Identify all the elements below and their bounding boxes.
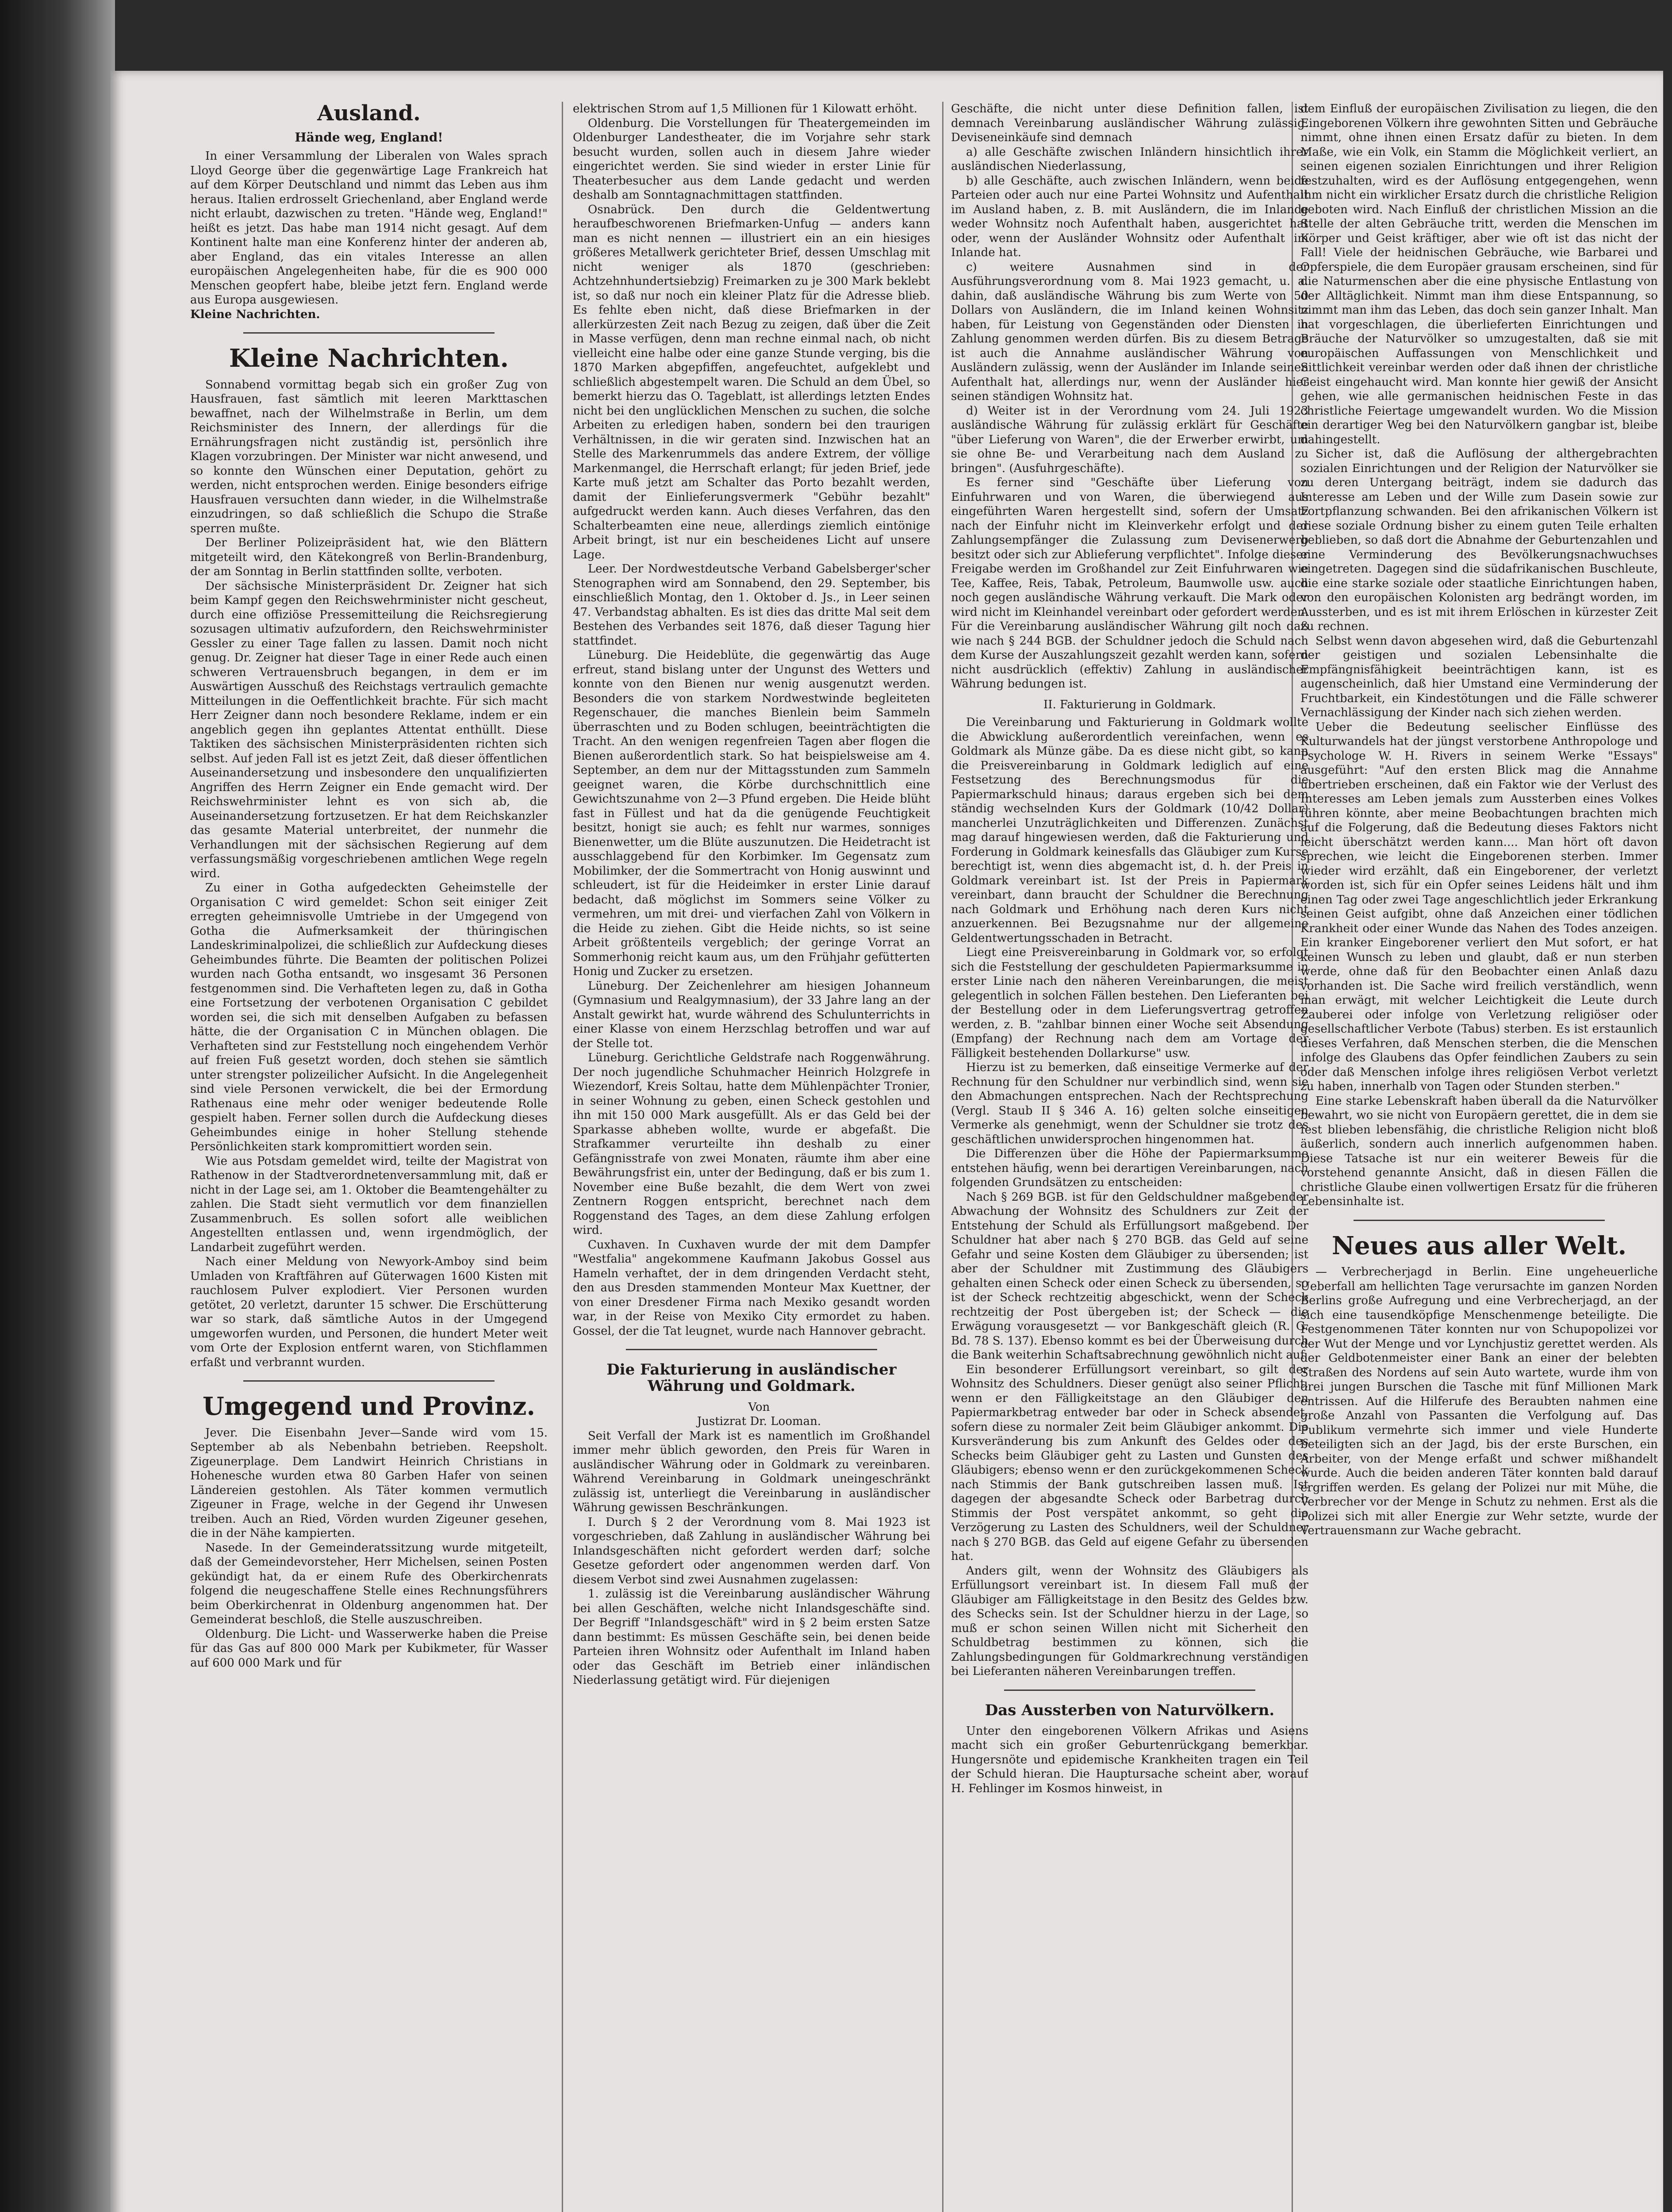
section-title-umgegend: Umgegend und Provinz. [203, 1392, 535, 1421]
article-paragraph: Geschäfte, die nicht unter diese Definition fallen, ist demnach Vereinbarung ausländischer Währung zulässig. Deviseneinkäufe sind demnach [951, 102, 1308, 144]
article-paragraph: Lüneburg. Der Zeichenlehrer am hiesigen Johanneum (Gymnasium und Realgymnasium), der 33 Jahre lang an der Anstalt gewirkt hat, wurde während des Schulunterrichts in einer Klasse von einem Herzschlag betroffen und war auf der Stelle tot. [573, 979, 930, 1050]
article-paragraph: Lüneburg. Gerichtliche Geldstrafe nach Roggenwährung. Der noch jugendliche Schuhmacher Heinrich Holzgrefe in Wiezendorf, Kreis Soltau, hatte dem Mühlenpächter Tronier, in seiner Wohnung zu geben, einen Scheck gestohlen und ihn mit 150 000 Mark ausgefüllt. Als er das Geld bei der Sparkasse abheben wollte, wurde er abgefaßt. Die Strafkammer verurteilte ihn deshalb zu einer Gefängnisstrafe von zwei Monaten, räumte ihm aber eine Bewährungsfrist ein, unter der Bedingung, daß er bis zum 1. November eine Buße bezahlt, die dem Wert von zwei Zentnern Roggen entspricht, berechnet nach dem Roggenstand des Tages, an dem diese Zahlung erfolgen wird. [573, 1051, 930, 1237]
article-paragraph: Jever. Die Eisenbahn Jever—Sande wird vom 15. September ab als Nebenbahn betrieben. Reepsholt. Zigeunerplage. Dem Landwirt Heinrich Christians in Hohenesche wurden etwa 80 Garben Hafer von seinen Ländereien gestohlen. Als Täter kommen vermutlich Zigeuner in Frage, welche in der Gegend ihr Unwesen treiben. Auch an Ried, Vörden wurden Zigeuner gesehen, die in der Nähe kampierten. [190, 1426, 548, 1540]
article-paragraph: Seit Verfall der Mark ist es namentlich im Großhandel immer mehr üblich geworden, den Preis für Waren in ausländischer Währung oder in Goldmark zu vereinbaren. Während Vereinbarung in Goldmark uneingeschränkt zulässig ist, unterliegt die Vereinbarung in ausländischer Währung gewissen Beschränkungen. [573, 1429, 930, 1515]
article-paragraph: 1. zulässig ist die Vereinbarung ausländischer Währung bei allen Geschäften, welche nicht Inlandsgeschäfte sind. Der Begriff "Inlandsgeschäft" wird in § 2 beim ersten Satze dann bestimmt: Es müssen Geschäfte sein, bei denen beide Parteien ihren Wohnsitz oder Aufenthalt im Inland haben oder das Geschäft im Betrieb einer inländischen Niederlassung getätigt wird. Für diejenigen [573, 1587, 930, 1687]
article-paragraph: c) weitere Ausnahmen sind in der Ausführungsverordnung vom 8. Mai 1923 gemacht, u. a. dahin, daß ausländische Währung bis zum Werte von 50 Dollars von Ausländern, die im Inland keinen Wohnsitz haben, für Leistung von Gegenständen oder Diensten in Zahlung genommen werden dürfen. Bis zu diesem Betrage ist auch die Annahme ausländischer Währung von Ausländern zulässig, wenn der Ausländer im Inlande seinen Aufenthalt hat, allerdings nur, wenn der Ausländer hier seinen ständigen Wohnsitz hat. [951, 260, 1308, 403]
article-paragraph: — Verbrecherjagd in Berlin. Eine ungeheuerliche Ueberfall am hellichten Tage verursachte im ganzen Norden Berlins große Aufregung und eine Verbrecherjagd, an der sich eine tausendköpfige Menschenmenge beteiligte. Die Festgenommenen Täter konnten nur von Schupopolizei vor der Wut der Menge und vor Lynchjustiz gerettet werden. Als der Geldbotenmeister einer Bank an einer der belebten Straßen des Nordens auf sein Auto wartete, wurde ihm von drei jungen Burschen die Tasche mit fünf Millionen Mark entrissen. Auf die Hilferufe des Beraubten nahmen eine große Anzahl von Passanten die Verfolgung auf. Das Publikum vermehrte sich immer und viele Hunderte beteiligten sich an der Jagd, bis der erste Burschen, ein Arbeiter, von der Menge erfaßt und schwer mißhandelt wurde. Auch die beiden anderen Täter konnten bald darauf ergriffen werden. Es gelang der Polizei nur mit Mühe, die Verbrecher vor der Menge in Schutz zu nehmen. Erst als die Polizei sich mit aller Energie zur Wehr setzte, wurde der Vertrauensmann zur Wache gebracht. [1300, 1265, 1658, 1538]
article-paragraph: Oldenburg. Die Licht- und Wasserwerke haben die Preise für das Gas auf 800 000 Mark per Kubikmeter, für Wasser auf 600 000 Mark und für [190, 1627, 548, 1670]
section-title-ausland: Ausland. [317, 102, 421, 126]
section-divider [243, 1380, 495, 1382]
article-paragraph: Ueber die Bedeutung seelischer Einflüsse des Kulturwandels hat der jüngst verstorbene Anthropologe und Psychologe W. H. Rivers in seinem Werke "Essays" ausgeführt: "Auf den ersten Blick mag die Annahme übertrieben erscheinen, daß ein Faktor wie der Verlust des Interesses am Leben jemals zum Aussterben eines Volkes führen könnte, aber meine Beobachtungen brachten mich auf die Folgerung, daß die Bedeutung dieses Faktors nicht leicht überschätzt werden kann.... Man hört oft davon sprechen, wie leicht die Eingeborenen sterben. Immer wieder wird erzählt, daß ein Eingeborener, der verletzt worden ist, sich für ein Opfer seines Leidens hält und ihm einen Tag oder zwei Tage angeschlichtlich jeder Erkrankung seinen Geist aufgibt, ohne daß Anzeichen einer tödlichen Krankheit oder einer Wunde das Nahen des Todes anzeigen. Ein kranker Eingeborener verliert den Mut sofort, er hat keinen Wunsch zu leben und glaubt, daß er nun sterben werde, ohne daß für den Beobachter einen Anlaß dazu vorhanden ist. Die Sache wird freilich verständlich, wenn man erwägt, mit welcher Leichtigkeit die Leute durch Zauberei oder infolge von Verletzung religiöser oder gesellschaftlicher Verbote (Tabus) sterben. Es ist erstaunlich dieses Verfahren, daß Menschen sterben, die die Menschen infolge des Glaubens das Opfer feindlichen Zaubers zu sein oder daß Menschen infolge ihres religiösen Verbot verletzt zu haben, innerhalb von Tagen oder Stunden sterben." [1300, 720, 1658, 1093]
column-1 [190, 102, 548, 2212]
byline-author: Justizrat Dr. Looman. [697, 1415, 821, 1429]
article-paragraph: Osnabrück. Den durch die Geldentwertung heraufbeschworenen Briefmarken-Unfug — anders kann man es nicht nennen — illustriert ein an ein hiesiges größeres Metallwerk gerichteter Brief, dessen Umschlag mit nicht weniger als 1870 (geschrieben: Achtzehnhundertsiebzig) Freimarken zu je 300 Mark beklebt ist, so daß nur noch ein kleiner Platz für die Adresse blieb. Es fehlte eben nicht, daß diese Briefmarken in der allerkürzesten Zeit nach Bezug zu zeigen, daß über die Zeit in Masse verfügen, denn man rechne einmal nach, ob nicht vielleicht eine halbe oder eine ganze Stunde verging, bis die 1870 Marken abgepfiffen, angefeuchtet, aufgeklebt und schließlich abgestempelt waren. Die Schuld an dem Übel, so bemerkt hierzu das O. Tageblatt, ist allerdings letzten Endes nicht bei den unglücklichen Menschen zu suchen, die solche Arbeiten zu erledigen haben, sondern bei den traurigen Verhältnissen, in die wir geraten sind. Inzwischen hat an Stelle des Markenrummels das andere Extrem, der völlige Markenmangel, die Herrschaft erlangt; für jeden Brief, jede Karte muß jetzt am Schalter das Porto bezahlt werden, damit der Einlieferungsvermerk "Gebühr bezahlt" aufgedruckt werden kann. Auch dieses Verfahren, das den Schalterbeamten eine neue, allerdings ziemlich eintönige Arbeit bringt, ist nur ein bescheidenes Licht auf unsere Lage. [573, 203, 930, 561]
article-title-naturvoelker: Das Aussterben von Naturvölkern. [985, 1701, 1275, 1719]
article-paragraph: Eine starke Lebenskraft haben überall da die Naturvölker bewahrt, wo sie nicht von Europäern gerettet, die in dem sie fest blieben lebensfähig, die christliche Religion nicht bloß äußerlich, sondern auch innerlich aufgenommen haben. Diese Tatsache ist nur ein weiterer Beweis für die vorstehend genannte Ansicht, daß in diesen Fällen die christliche Glaube einen vollwertigen Ersatz für die früheren Lebensinhalte ist. [1300, 1094, 1658, 1208]
article-title-fakturierung: Die Fakturierung in ausländischer Währung und Goldmark. [606, 1361, 897, 1395]
article-paragraph: Cuxhaven. In Cuxhaven wurde der mit dem Dampfer "Westfalia" angekommene Kaufmann Jakobus Gossel aus Hameln verhaftet, der in dem dringenden Verdacht steht, den aus Dresden stammenden Monteur Max Kuettner, der von einer Dresdener Firma nach Mexiko gesandt worden war, in der Reise von Mexiko City ermordet zu haben. Gossel, der die Tat leugnet, wurde nach Hannover gebracht. [573, 1238, 930, 1338]
article-paragraph: elektrischen Strom auf 1,5 Millionen für 1 Kilowatt erhöht. [573, 102, 917, 115]
article-paragraph: a) alle Geschäfte zwischen Inländern hinsichtlich ihrer ausländischen Niederlassung, [951, 145, 1308, 173]
section-divider [1354, 1220, 1605, 1221]
article-paragraph: Zu einer in Gotha aufgedeckten Geheimstelle der Organisation C wird gemeldet: Schon seit einiger Zeit erregten geheimnisvolle Umtriebe in der Umgegend von Gotha die Aufmerksamkeit der thüringischen Landeskriminalpolizei, die schließlich zur Aufdeckung dieses Geheimbundes führte. Die Beamten der politischen Polizei wurden nach Gotha entsandt, wo insgesamt 36 Personen festgenommen sind. Die Verhafteten legen zu, daß in Gotha eine Fortsetzung der verbotenen Organisation C gebildet worden sei, die sich mit denselben Aufgaben zu befassen hätte, die der Organisation C in München oblagen. Die Verhafteten sind zur Feststellung noch eingehendem Verhör auf freien Fuß gesetzt worden, doch stehen sie sämtlich unter strengster polizeilicher Aufsicht. In die Angelegenheit sind viele Personen verwickelt, die bei der Ermordung Rathenaus eine mehr oder weniger bedeutende Rolle gespielt haben. Ferner sollen durch die Aufdeckung dieses Geheimbundes einige in hoher Stellung stehende Persönlichkeiten stark kompromittiert worden sein. [190, 881, 548, 1154]
article-paragraph: d) Weiter ist in der Verordnung vom 24. Juli 1923 ausländische Währung für zulässig erklärt für Geschäfte "über Lieferung von Waren", die der Erwerber erwirbt, um sie ohne Be- und Verarbeitung nach dem Ausland zu bringen". (Ausfuhrgeschäfte). [951, 404, 1308, 475]
section-divider [626, 1349, 877, 1350]
article-paragraph: Selbst wenn davon abgesehen wird, daß die Geburtenzahl der geistigen und sozialen Lebensinhalte die Empfängnisfähigkeit beeinträchtigen kann, ist es augenscheinlich, daß hier Umstand eine Verminderung der Fruchtbarkeit, ein Kindestötungen und die Fälle schwerer Vernachlässigung der Kinder nach sich ziehen werden. [1300, 634, 1658, 719]
column-rule [942, 102, 943, 2212]
article-paragraph: Nach einer Meldung von Newyork-Amboy sind beim Umladen von Kraftfähren auf Güterwagen 1600 Kisten mit rauchlosem Pulver explodiert. Vier Personen wurden getötet, 20 verletzt, darunter 15 schwer. Die Erschütterung war so stark, daß sämtliche Autos in der Umgegend umgeworfen wurden, und Personen, die hundert Meter weit vom Orte der Explosion entfernt waren, von Stichflammen erfaßt und verbrannt wurden. [190, 1255, 548, 1369]
article-paragraph: Nach § 269 BGB. ist für den Geldschuldner maßgebender Abwachung der Wohnsitz des Schuldners zur Zeit der Entstehung der Schuld als Erfüllungsort maßgebend. Der Schuldner hat aber nach § 270 BGB. das Geld auf seine Gefahr und seine Kosten dem Gläubiger zu übersenden; ist aber der Schuldner mit Zustimmung des Gläubigers gehalten einen Scheck oder einen Scheck zu übersenden, so ist der Scheck rechtzeitig abgeschickt, wenn der Scheck rechtzeitig der Post übergeben ist; der Scheck — die Erwägung vorausgesetzt — vor Bankgeschäft gleich (R. G. Bd. 78 S. 137). Ebenso kommt es bei der Überweisung durch die Bank weiterhin Schaftsabrechnung gewöhnlich nicht auf. [951, 1190, 1308, 1362]
section-title-kleine-nachrichten: Kleine Nachrichten. [229, 344, 509, 373]
article-paragraph: In einer Versammlung der Liberalen von Wales sprach Lloyd George über die gegenwärtige Lage Frankreich hat auf dem Körper Deutschland und nimmt das Leben aus ihm heraus. Italien erdrosselt Griechenland, aber England werde nicht erlaubt, dazwischen zu treten. "Hände weg, England!" heißt es jetzt. Das habe man 1914 nicht gesagt. Auf dem Kontinent halte man eine Konferenz hinter der anderen ab, aber England, das ein vitales Interesse an allen europäischen Angelegenheiten habe, für die es 900 000 Menschen geopfert habe, bleibe jetzt fern. England werde aus Europa ausgewiesen. [190, 150, 548, 307]
article-paragraph: Sonnabend vormittag begab sich ein großer Zug von Hausfrauen, fast sämtlich mit leeren Markttaschen bewaffnet, nach der Wilhelmstraße in Berlin, um dem Reichsminister des Innern, der allerdings für die Ernährungsfragen nicht zuständig ist, persönlich ihre Klagen vorzubringen. Der Minister war nicht anwesend, und so konnte den Wünschen einer Deputation, gehört zu werden, nicht entsprochen werden. Einige besonders eifrige Hausfrauen versuchten dann wieder, in die Wilhelmstraße einzudringen, so daß schließlich die Schupo die Straße sperren mußte. [190, 378, 548, 535]
column-4 [1300, 102, 1658, 2212]
article-paragraph: Der Berliner Polizeipräsident hat, wie den Blättern mitgeteilt wird, den Kätekongreß von Berlin-Brandenburg, der am Sonntag in Berlin stattfinden sollte, verboten. [190, 536, 548, 579]
article-paragraph: Es ferner sind "Geschäfte über Lieferung von Einfuhrwaren und von Waren, die überwiegend aus eingeführten Waren hergestellt sind, sofern der Umsatz nach der Einfuhr nicht im Kleinverkehr erfolgt und der Zahlungsempfänger die Zulassung zum Devisenerwerb besitzt oder sich zur Ablieferung verpflichtet". Infolge dieser Freigabe werden im Großhandel zur Zeit Einfuhrwaren wie Tee, Kaffee, Reis, Tabak, Petroleum, Baumwolle usw. auch noch gegen ausländische Währung verkauft. Die Mark oder wird nicht im Kleinhandel vereinbart oder gefordert werden. Für die Vereinbarung ausländischer Währung gilt noch daß wie nach § 244 BGB. der Schuldner jedoch die Schuld nach dem Kurse der Auszahlungszeit gezahlt werden kann, sofern nicht ausdrücklich (effektiv) Zahlung in ausländischer Währung bedungen ist. [951, 476, 1308, 691]
article-paragraph: Die Differenzen über die Höhe der Papiermarksumme entstehen häufig, wenn bei derartigen Vereinbarungen, nach folgenden Grundsätzen zu entscheiden: [951, 1147, 1308, 1189]
column-3 [951, 102, 1308, 2212]
article-paragraph: b) alle Geschäfte, auch zwischen Inländern, wenn beide Parteien oder auch nur eine Partei Wohnsitz und Aufenthalt im Ausland haben, z. B. mit Ausländern, die im Inlande weder Wohnsitz noch Aufenthalt haben, ausgerichtet hat oder, wenn der Ausländer Wohnsitz oder Aufenthalt im Inlande hat. [951, 174, 1308, 259]
article-paragraph: Der sächsische Ministerpräsident Dr. Zeigner hat sich beim Kampf gegen den Reichswehrminister nicht gescheut, durch eine offiziöse Pressemitteilung die Reichsregierung sozusagen ultimativ aufzufordern, den Reichswehrminister Gessler zu einer Tage fallen zu lassen. Damit noch nicht genug. Dr. Zeigner hat dieser Tage in einer Rede auch einen schweren Vertrauensbruch begangen, in dem er im Auswärtigen Ausschuß des Reichstags vertraulich gemachte Mitteilungen in die Oeffentlichkeit brachte. Für sich macht Herr Zeigner dann noch besondere Reklame, indem er ein angeblich gegen ihn geplantes Attentat enthüllt. Diese Taktiken des sächsischen Ministerpräsidenten richten sich selbst. Auf jeden Fall ist es jetzt Zeit, daß dieser öffentlichen Auseinandersetzung und insbesondere den unqualifizierten Angriffen des Herrn Zeigner ein Ende gemacht wird. Der Reichswehrminister lehnt es von sich ab, die Auseinandersetzung fortzusetzen. Er hat dem Reichskanzler das gesamte Material unterbreitet, der nunmehr die Verhandlungen mit der sächsischen Regierung auf dem verfassungsmäßig vorgeschriebenen amtlichen Wege regeln wird. [190, 579, 548, 880]
article-paragraph: Nasede. In der Gemeinderatssitzung wurde mitgeteilt, daß der Gemeindevorsteher, Herr Michelsen, seinen Posten gekündigt hat, da er einem Rufe des Oberkirchenrats folgend die neugeschaffene Stelle eines Rechnungsführers beim Oberkirchenrat in Oldenburg angenommen hat. Der Gemeinderat beschloß, die Stelle auszuschreiben. [190, 1541, 548, 1627]
column-rule [562, 102, 563, 2212]
section-divider [243, 332, 495, 334]
article-paragraph: Liegt eine Preisvereinbarung in Goldmark vor, so erfolgt sich die Feststellung der geschuldeten Papiermarksumme in erster Linie nach den näheren Vereinbarungen, die meist gelegentlich in solchen Fällen bestehen. Den Lieferanten bei der Bestellung oder in dem Lieferungsvertrag getroffen werden, z. B. "zahlbar binnen einer Woche seit Absendung (Empfang) der Rechnung nach dem am Vortage der Fälligkeit bestehenden Dollarkurse" usw. [951, 946, 1308, 1060]
article-paragraph: Die Vereinbarung und Fakturierung in Goldmark wollte die Abwicklung außerordentlich vereinfachen, wenn es Goldmark als Münze gäbe. Da es diese nicht gibt, so kann die Preisvereinbarung in Goldmark lediglich auf eine Festsetzung des Berechnungsmodus für die Papiermarkschuld hinaus; daraus ergeben sich bei dem ständig wechselnden Kurs der Goldmark (10/42 Dollar) mancherlei Unzuträglichkeiten und Differenzen. Zunächst mag darauf hingewiesen werden, daß die Fakturierung und Forderung in Goldmark keinesfalls das Gläubiger zum Kurse berechtigt ist, wenn dies abgemacht ist, d. h. der Preis in Goldmark vereinbart ist. Ist der Preis in Papiermark vereinbart, dann braucht der Schuldner die Berechnung nach Goldmark und Erhöhung nach deren Kurs nicht anzuerkennen. Bei Bezugsnahme nur der allgemeine Geldentwertungsschaden in Betracht. [951, 716, 1308, 945]
article-paragraph: Lüneburg. Die Heideblüte, die gegenwärtig das Auge erfreut, stand bislang unter der Ungunst des Wetters und konnte von den Bienen nur wenig ausgenutzt werden. Besonders die von starkem Nordwestwinde begleiteten Regenschauer, die manches Bienlein beim Sammeln überraschten und zu Boden schlugen, beeinträchtigten die Tracht. An den wenigen regenfreien Tagen aber flogen die Bienen außerordentlich stark. So hat beispielsweise am 4. September, an dem nur der Mittagsstunden zum Sammeln geeignet waren, die Körbe durchschnittlich eine Gewichtszunahme von 2—3 Pfund ergeben. Die Heide blüht fast in Füllest und hat da die genügende Feuchtigkeit besitzt, honigt sie auch; es fehlt nur warmes, sonniges Bienenwetter, um die Blüte auszunutzen. Die Heidetracht ist ausschlaggebend für den Korbimker. Im Gegensatz zum Mobilimker, der die Sommertracht von Honig auswinnt und schleudert, ist für die Heideimker in erster Linie darauf bedacht, daß möglichst im Sommers seine Völker zu vermehren, um mit drei- und vierfachen Zahl von Völkern in die Heide zu ziehen. Gibt die Heide nichts, so ist seine Arbeit größtenteils vergeblich; der geringe Vorrat an Sommerhonig reicht kaum aus, um den Frühjahr gefütterten Honig und Zucker zu ersetzen. [573, 649, 930, 978]
article-paragraph: Ein besonderer Erfüllungsort vereinbart, so gilt der Wohnsitz des Schuldners. Dieser genügt also seiner Pflicht, wenn er den Fälligkeitstage an den Gläubiger den Papiermarkbetrag entweder bar oder in Scheck absendet, sofern diese zu normaler Zeit beim Gläubiger ankommt. Die Kursveränderung bis zum Ankunft des Geldes oder des Schecks beim Gläubiger geht zu Lasten und Gunsten des Gläubigers; ebenso wenn er den zurückgekommenen Scheck nach Stimmis der Bank gutschreiben lassen muß. Ist dagegen der abgesandte Scheck oder Barbetrag durch Stimmis der Post verspätet ankommt, so geht die Verzögerung zu Lasten des Schuldners, weil der Schuldner nach § 270 BGB. das Geld auf eigene Gefahr zu übersenden hat. [951, 1363, 1308, 1563]
byline-von: Von [748, 1400, 770, 1414]
article-paragraph: I. Durch § 2 der Verordnung vom 8. Mai 1923 ist vorgeschrieben, daß Zahlung in ausländischer Währung bei Inlandsgeschäften nicht gefordert werden darf; solche Gesetze gefordert oder angenommen werden darf. Von diesem Verbot sind zwei Ausnahmen zugelassen: [573, 1515, 930, 1586]
article-paragraph: Oldenburg. Die Vorstellungen für Theatergemeinden im Oldenburger Landestheater, die im Vorjahre sehr stark besucht wurden, sollen auch in diesem Jahre wieder eingerichtet werden. Sie sind wieder in erster Linie für Theaterbesucher aus dem Lande gedacht und werden deshalb am Sonntagnachmittagen stattfinden. [573, 116, 930, 202]
article-subtitle: Hände weg, England! [295, 130, 443, 145]
article-paragraph: Hierzu ist zu bemerken, daß einseitige Vermerke auf der Rechnung für den Schuldner nur verbindlich sind, wenn sie den Abmachungen entsprechen. Nach der Rechtsprechung (Vergl. Staub II § 346 A. 16) gelten solche einseitigen Vermerke als genehmigt, wenn der Schuldner sie trotz des geschäftlichen unwidersprochen hingenommen hat. [951, 1061, 1308, 1146]
article-paragraph: Sicher ist, daß die Auflösung der althergebrachten sozialen Einrichtungen und der Religion der Naturvölker sie zu deren Untergang beiträgt, indem sie dadurch das Interesse am Leben und der Wille zum Dasein sowie zur Fortpflanzung schwanden. Bei den afrikanischen Völkern ist diese soziale Ordnung bisher zu einem guten Teile erhalten geblieben, so daß dort die Abnahme der Geburtenzahlen und eine Verminderung des Bevölkerungsnachwuchses eingetreten. Dagegen sind die südafrikanischen Buschleute, die eine starke soziale oder staatliche Einrichtungen haben, von den europäischen Kolonisten arg bedrängt worden, im Aussterben, und es ist mit ihrem Erlöschen in kürzester Zeit zu rechnen. [1300, 447, 1658, 633]
section-title-neues-aus-aller-welt: Neues aus aller Welt. [1331, 1231, 1627, 1260]
newspaper-page [111, 71, 1663, 2212]
article-paragraph: dem Einfluß der europäischen Zivilisation zu liegen, die den Eingeborenen Völkern ihre gewohnten Sitten und Gebräuche nimmt, ohne ihnen einen Ersatz dafür zu bieten. In dem Maße, wie ein Volk, ein Stamm die Möglichkeit verliert, an seinen eigenen sozialen Einrichtungen und ihrer Religion festzuhalten, wird es der Auflösung entgegengehen, wenn ihm nicht ein wirklicher Ersatz durch die christliche Religion geboten wird. Nach Einfluß der christlichen Mission an die Stelle der alten Gebräuche tritt, werden die Menschen im Körper und Geist kräftiger, aber wie oft ist das nicht der Fall! Viele der heidnischen Gebräuche, wie Barbarei und Opferspiele, die dem Europäer grausam erscheinen, sind für die Naturmenschen aber die eine physische Entlastung von der Alltäglichkeit. Nimmt man ihm diese Entspannung, so nimmt man ihm das Leben, das doch sein ganzer Inhalt. Man hat vorgeschlagen, die überlieferten Einrichtungen und Bräuche der Naturvölker so umzugestalten, daß sie mit europäischen Auffassungen von Menschlichkeit und Sittlichkeit vereinbar werden oder daß ihnen der christliche Geist eingehaucht wird. Man konnte hier gewiß der Ansicht gehen, wie alle germanischen heidnischen Feste in das christliche Feiertage umgewandelt wurden. Wo die Mission ein derartiger Weg bei den Naturvölkern gangbar ist, bleibe dahingestellt. [1300, 102, 1658, 446]
book-spine-shadow [0, 0, 115, 2212]
article-paragraph: Wie aus Potsdam gemeldet wird, teilte der Magistrat von Rathenow in der Stadtverordnetenversammlung mit, daß er nicht in der Lage sei, am 1. Oktober die Beamtengehälter zu zahlen. Die Stadt sieht vermutlich vor dem finanziellen Zusammenbruch. Es sollen sofort alle weiblichen Angestellten entlassen und, wenn irgendmöglich, der Landarbeit zugeführt werden. [190, 1154, 548, 1254]
article-paragraph: Anders gilt, wenn der Wohnsitz des Gläubigers als Erfüllungsort vereinbart ist. In diesem Fall muß der Gläubiger am Fälligkeitstage in den Besitz des Geldes bzw. des Schecks sein. Ist der Schuldner hierzu in der Lage, so muß er schon seinen Willen nicht mit Sicherheit den Schuldbetrag bestimmen zu können, sich die Zahlungsbedingungen für Goldmarkrechnung verständigen bei Lieferanten näheren Vereinbarungen treffen. [951, 1564, 1308, 1678]
article-paragraph: Leer. Der Nordwestdeutsche Verband Gabelsberger'scher Stenographen wird am Sonnabend, den 29. September, bis einschließlich Montag, den 1. Oktober d. Js., in Leer seinen 47. Verbandstag abhalten. Es ist dies das dritte Mal seit dem Bestehen des Verbandes seit 1876, daß dieser Tagung hier stattfindet. [573, 562, 930, 648]
section-divider [1004, 1690, 1255, 1691]
article-paragraph: Unter den eingeborenen Völkern Afrikas und Asiens macht sich ein großer Geburtenrückgang bemerkbar. Hungersnöte und epidemische Krankheiten tragen ein Teil der Schuld hieran. Die Hauptursache scheint aber, worauf H. Fehlinger im Kosmos hinweist, in [951, 1724, 1308, 1795]
source-label: Kleine Nachrichten. [190, 307, 320, 321]
column-2 [573, 102, 930, 2212]
article-subsection-title: II. Fakturierung in Goldmark. [1043, 698, 1216, 711]
